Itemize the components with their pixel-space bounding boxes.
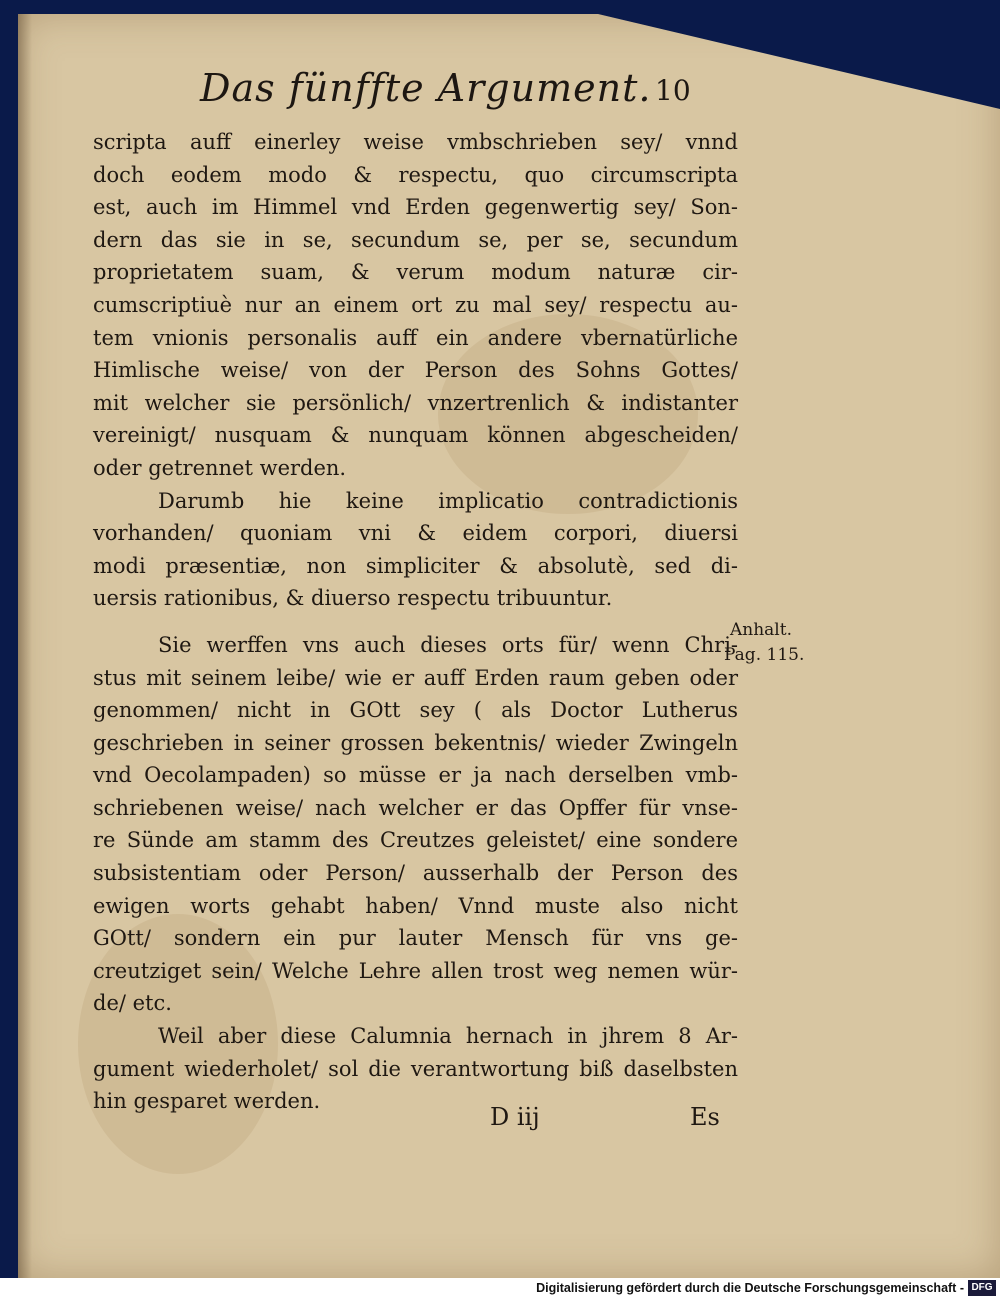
text-line: geschrieben in seiner grossen bekentnis/ wieder Zwingeln [93, 730, 738, 755]
text-line: ewigen worts gehabt haben/ Vnnd muste also nicht [93, 893, 738, 918]
text-line: vereinigt/ nusquam & nunquam können abgescheiden/ [93, 423, 738, 448]
text-line: proprietatem suam, & verum modum naturæ cir- [93, 260, 738, 285]
text-line: subsistentiam oder Person/ ausserhalb der Person des [93, 861, 738, 886]
text-line: stus mit seinem leibe/ wie er auff Erden raum geben oder [93, 665, 738, 690]
text-line: uersis rationibus, & diuerso respectu tribuuntur. [93, 586, 613, 611]
text-line: gument wiederholet/ sol die verantwortung biß daselbsten [93, 1056, 738, 1081]
marginal-reference: Pag. 115. [724, 645, 805, 665]
text-line: dern das sie in se, secundum se, per se, secundum [93, 227, 738, 252]
text-line: doch eodem modo & respectu, quo circumscripta [93, 162, 738, 187]
text-line: Darumb hie keine implicatio contradictionis [158, 488, 738, 513]
text-line: scripta auff einerley weise vmbschrieben sey/ vnnd [93, 130, 738, 154]
text-line: creutziget sein/ Welche Lehre allen trost weg nemen wür- [93, 958, 738, 983]
dfg-logo: DFG [968, 1280, 996, 1296]
text-line: cumscriptiuè nur an einem ort zu mal sey/ respectu au- [93, 292, 738, 317]
text-line: hin gesparet werden. [93, 1089, 321, 1114]
digitization-credit: Digitalisierung gefördert durch die Deutsche Forschungsgemeinschaft - [536, 1281, 964, 1295]
text-line: Weil aber diese Calumnia hernach in jhrem 8 Ar- [158, 1024, 738, 1049]
text-line: genommen/ nicht in GOtt sey ( als Doctor Lutherus [93, 698, 738, 723]
signature-mark: D iij [490, 1103, 540, 1131]
text-line: oder getrennet werden. [93, 455, 347, 480]
text-line: de/ etc. [93, 991, 172, 1016]
text-line: vorhanden/ quoniam vni & eidem corpori, diuersi [93, 521, 738, 546]
text-line: schriebenen weise/ nach welcher er das Opffer für vnse- [93, 795, 738, 820]
text-line: modi præsentiæ, non simpliciter & absolutè, sed di- [93, 553, 738, 578]
page-number: 10 [655, 74, 691, 107]
catchword: Es [690, 1103, 720, 1131]
text-line: Himlische weise/ von der Person des Sohns Gottes/ [93, 358, 738, 383]
text-line: re Sünde am stamm des Creutzes geleistet/ eine sondere [93, 828, 738, 853]
text-line: est, auch im Himmel vnd Erden gegenwertig sey/ Son- [93, 195, 738, 220]
text-line: tem vnionis personalis auff ein andere vbernatürliche [93, 325, 738, 350]
text-line: Sie werffen vns auch dieses orts für/ wenn Chri- [158, 632, 738, 657]
text-line: mit welcher sie persönlich/ vnzertrenlich & indistanter [93, 390, 738, 415]
body-text [93, 126, 738, 1118]
text-line: GOtt/ sondern ein pur lauter Mensch für vns ge- [93, 926, 738, 951]
text-line: vnd Oecolampaden) so müsse er ja nach derselben vmb- [93, 763, 738, 788]
running-head: Das fünffte Argument. [200, 66, 652, 110]
marginal-note: Anhalt. [730, 620, 792, 640]
